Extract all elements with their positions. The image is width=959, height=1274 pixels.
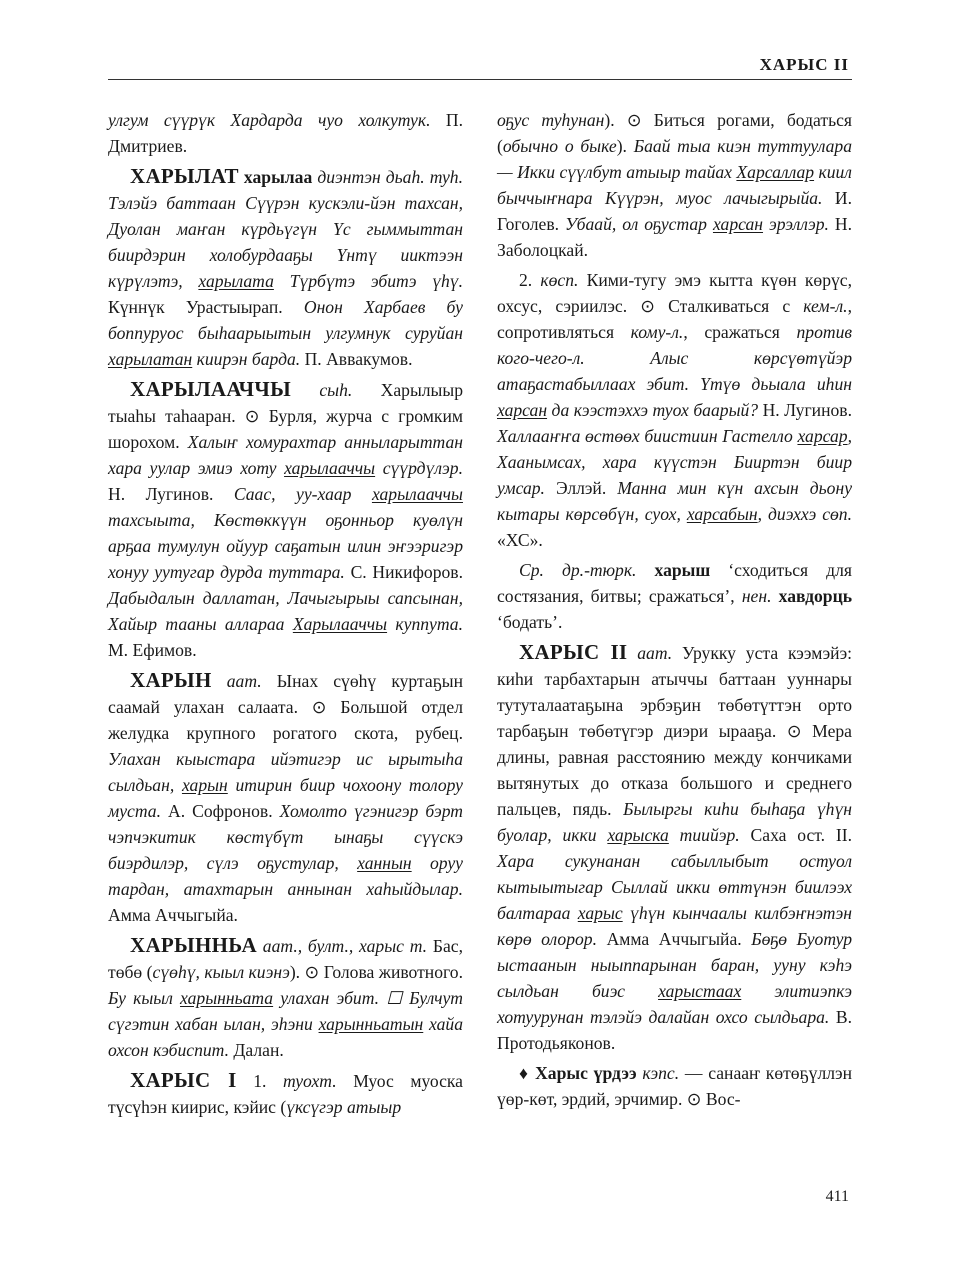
headword: ХАРЫЛААЧЧЫ [130,377,292,401]
headword: ХАРЫННЬА [130,933,257,957]
right-column [497,107,852,1114]
running-head: ХАРЫС II [759,55,849,74]
entry-harylat: ХАРЫЛАТ харылаа диэнтэн дьаһ. туһ. Тэлэйэ баттаан Сүүрэн кускэли-йэн тахсан, Дуолан маҥан күрдьүгүн Үс гыммыттан биирдэрин холобурдааҕы Үнтү ииктээн күрүлэтэ, харылата Түрбүтэ эбитэ үһү. Күннүк Урастыырап. Онон Харбаев бу боппуруос быһаарыытын улгумнук суруйан харылатан киирэн барда. П. Аввакумов. [108,164,463,369]
entry-haryn: ХАРЫН аат. Ынах сүөһү куртаҕын саамай улахан салаата. ⊙ Большой отдел желудка крупного рогатого скота, рубец. Улахан кыыстара ийэтигэр ис ырытыһа сылдьан, харын итирин биир чохоону толору муста. А. Софронов. Хомолто үгэнигэр бэрт чэпчэкитик көстүбүт ынаҕы сүүскэ биэрдилэр, сүлэ оҕустулар, ханнын оруу тардан, атахтарын аннынан хаһыйдылар. Амма Аччыгыйа. [108,668,464,925]
idiom-headword: Харыс үрдээ [535,1063,637,1083]
entry-harylaachchy: ХАРЫЛААЧЧЫ сыһ. Харылыыр тыаһы таһааран. ⊙ Бурля, журча с громким шорохом. Халыҥ хомурахтар анныларыттан хара уулар эмиэ хоту харылааччы сүүрдүлэр. Н. Лугинов. Саас, уу-хаар харылааччы тахсыыта, Көстөккүүн оҕонньор куөлүн арҕаа тумулун ойуур саҕатын илин эҥээригэр хонуу уутугар дурда туттара. С. Никифоров. Дабыдалын даллатан, Лачыгырыы сапсынан, Хайыр тааны алларaа Харылааччы куппута. М. Ефимов. [108,377,464,660]
entry-harys-1: ХАРЫС I 1. туохт. Муос муоска түсүһэн киирис, кэйис (үксүгэр атыыр [108,1068,463,1117]
entry-harys-yrdee: ♦ Харыс үрдээ кэпс. — санааҥ көтөҕүллэн үөр-көт, эрдий, эрчимир. ⊙ Вос- [497,1063,852,1109]
left-column [108,107,463,1122]
entry-harynnya: ХАРЫННЬА аат., булт., харыс т. Бас, төбө (сүөһү, кыыл киэнэ). ⊙ Голова животного. Бу кыыл харынньата улахан эбит. ☐ Булчут сүгэтин хабан ылан, эһэни харынньатын хайа охсон кэбиспит. Далан. [108,933,463,1060]
headword: ХАРЫЛАТ [130,164,239,188]
headword: ХАРЫС II [519,640,628,664]
headword: ХАРЫС I [130,1068,237,1092]
entry-harys-2: ХАРЫС II аат. Урукку уста кээмэйэ: киһи тарбахтарын атыччы баттаан ууннары тутуталаатаҕына эрбэҕин төбөтүттэн орто тарбаҕын төбөтүгэр диэри ырааҕа. ⊙ Мера длины, равная расстоянию между кончиками вытянутых до отказа большого и среднего пальцев, пядь. Былыргы киһи быһаҕа үһүн буолар, икки харыска тиийэр. Саха ост. II. Хара сукунанан сабыллыбыт остуол кытыытыгар Сыллай икки өттүнэн биилээх балтараа харыс үһүн кынчаалы килбэҥнэтэн көрө олорор. Амма Аччыгыйа. Бөҕө Буотур ыстаанын ныыппарынан баран, ууну кэһэ сылдьан биэс харыстаах элитиэпкэ хотуурунан тэлэйэ далайан охсо сылдьара. В. Протодьяконов. [497,640,853,1053]
sense-2-paragraph: 2. көсп. Кими-тугу эмэ кытта күөн көрүс, охсус, сэриилэс. ⊙ Сталкиваться с кем-л., сопротивляться кому-л., сражаться против кого-чего-л. Алыс көрсүөтүйэр атаҕастабыллаах эбит. Үтүө дьыала иһин харсан да кээстэххэ туох баарый? Н. Лугинов. Халлааҥҥа өстөөх биистиин Гастелло харсар, Хаанымсах, хара күүстэн Бииртэн биир умсар. Эллэй. Манна мин күн ахсын дьону кытары көрсөбүн, суох, харсабын, диэххэ сөп. «ХС». [497,270,853,550]
diamond-icon: ♦ [519,1063,536,1083]
continuation-paragraph: оҕус туһунан). ⊙ Биться рогами, бодаться (обычно о быке). Баай тыа киэн туттуулара — Икки сүүлбут атыыр тайах Харсаллар киил быччыҥнара Күүрэн, муос лачыгырыйа. И. Гоголев. Убаай, ол оҕустар харсан эрэллэр. Н. Заболоцкай. [497,110,853,260]
headword: ХАРЫН [130,668,212,692]
continuation-paragraph: улгум сүүрүк Хардарда чуо холкутук. П. Дмитриев. [108,110,463,156]
header-rule [108,79,852,80]
etymology-paragraph: Ср. др.-тюрк. харыш ‘сходиться для состязания, битвы; сражаться’, нен. хавдорць ‘бодать’. [497,560,853,632]
page-number: 411 [825,1188,849,1205]
